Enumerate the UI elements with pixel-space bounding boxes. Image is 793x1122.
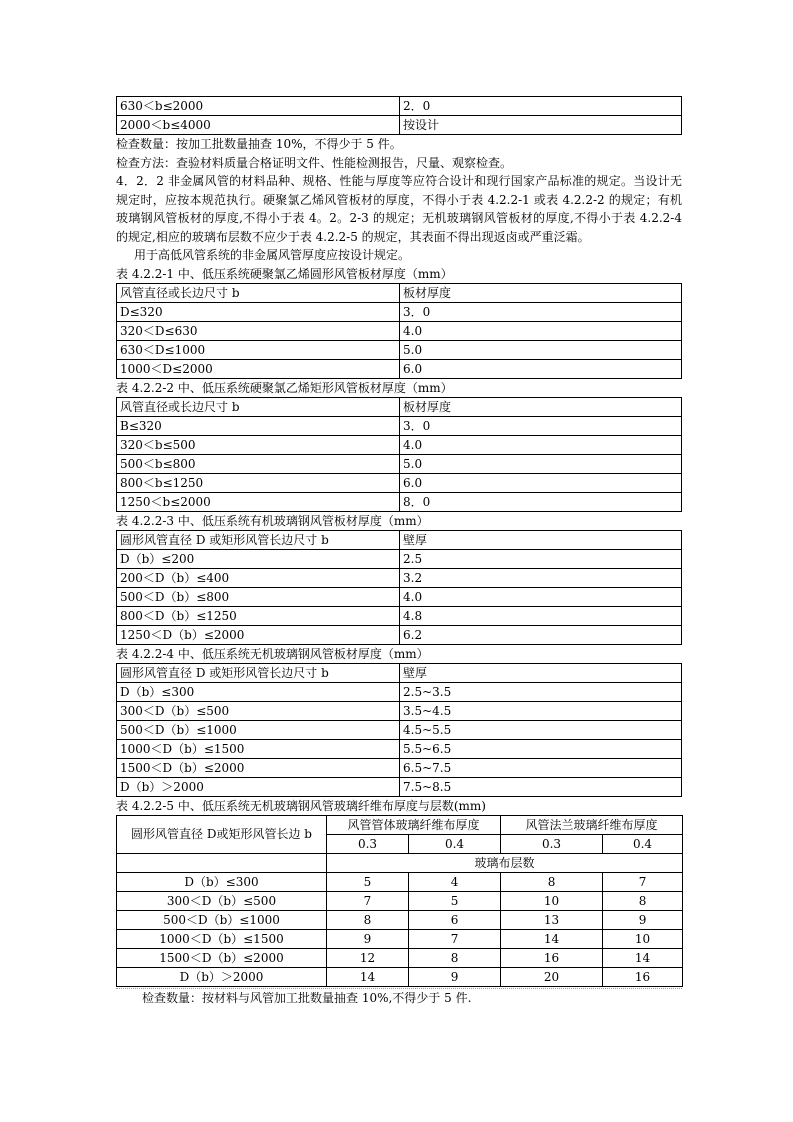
- table-cell: 2．0: [400, 97, 682, 116]
- column-header: 壁厚: [400, 530, 682, 549]
- table-cell: 14: [603, 948, 683, 967]
- table-cell: 5.0: [400, 454, 682, 473]
- table-row: [117, 302, 682, 321]
- table-row: [117, 720, 682, 739]
- table-4-2-2-5: [116, 815, 683, 987]
- table-4-2-2-3: [116, 530, 682, 645]
- table-header-row: [117, 815, 683, 834]
- table-row: [117, 116, 682, 135]
- table-cell: 3.2: [400, 568, 682, 587]
- table-caption: 表 4.2.2-5 中、低压系统无机玻璃钢风管玻璃纤维布厚度与层数(mm): [116, 798, 486, 813]
- table-cell: 9: [327, 929, 409, 948]
- table-cell: 6.0: [400, 359, 682, 378]
- table-cell: 9: [603, 910, 683, 929]
- table-cell: 8: [409, 948, 501, 967]
- table-row: [117, 97, 682, 116]
- table-cell: 200＜D（b）≤400: [117, 568, 400, 587]
- table-cell: 1000＜D≤2000: [117, 359, 400, 378]
- table-cell: 14: [327, 967, 409, 986]
- table-cell: 500＜D（b）≤800: [117, 587, 400, 606]
- table-cell: 6.2: [400, 625, 682, 644]
- table-cell: 2000＜b≤4000: [117, 116, 400, 135]
- column-header: 圆形风管直径 D 或矩形风管长边尺寸 b: [117, 663, 400, 682]
- column-subheader: 0.3: [501, 834, 603, 853]
- table-row: [117, 473, 682, 492]
- table-header-row: [117, 853, 683, 872]
- table-cell: 630＜D≤1000: [117, 340, 400, 359]
- column-subheader: 0.3: [327, 834, 409, 853]
- layers-label: 玻璃布层数: [327, 853, 683, 872]
- table-4-2-2-1: [116, 283, 682, 379]
- table-cell: 800＜b≤1250: [117, 473, 400, 492]
- table-cell: 5: [409, 891, 501, 910]
- table-cell: 10: [501, 891, 603, 910]
- table-row: [117, 872, 683, 891]
- table-cell: B≤320: [117, 416, 400, 435]
- column-subheader: 0.4: [409, 834, 501, 853]
- table-cell: [117, 853, 327, 872]
- table-cell: 1500＜D（b）≤2000: [117, 758, 400, 777]
- table-cell: 8．0: [400, 492, 682, 511]
- table-cell: 1000＜D（b）≤1500: [117, 739, 400, 758]
- table-cell: 1250＜b≤2000: [117, 492, 400, 511]
- table-caption: 表 4.2.2-3 中、低压系统有机玻璃钢风管板材厚度（mm）: [116, 513, 429, 528]
- table-cell: D（b）≤200: [117, 549, 400, 568]
- table-cell: 20: [501, 967, 603, 986]
- table-caption: 表 4.2.2-2 中、低压系统硬聚氯乙烯矩形风管板材厚度（mm）: [116, 380, 453, 395]
- table-cell: 12: [327, 948, 409, 967]
- column-header: 风管直径或长边尺寸 b: [117, 283, 400, 302]
- final-check-quantity-text: 检查数量：按材料与风管加工批数量抽查 10%,不得少于 5 件.: [142, 990, 472, 1005]
- table-row: [117, 777, 682, 796]
- column-group-header: 风管法兰玻璃纤维布厚度: [501, 815, 683, 834]
- table-caption: 表 4.2.2-4 中、低压系统无机玻璃钢风管板材厚度（mm）: [116, 646, 429, 661]
- table-cell: 1000＜D（b）≤1500: [117, 929, 327, 948]
- clause-paragraph: 4．2．2 非金属风管的材料品种、规格、性能与厚度等应符合设计和现行国家产品标准的规定。当设计无规定时，应按本规范执行。硬聚氯乙烯风管板材的厚度，不得小于表 4.2.2-1 或表 4.2.2-2 的规定；有机玻璃钢风管板材的厚度,不得小于表 4。2。2-3 的规定；无机玻璃钢风管板材的厚度,不得小于表 4.2.2-4 的规定,相应的玻璃布层数不应少于表 4.2.2-5 的规定，其表面不得出现返卤或严重泛霜。: [116, 174, 682, 244]
- top-table: [116, 96, 682, 135]
- table-row: [117, 454, 682, 473]
- table-row: [117, 910, 683, 929]
- table-cell: 14: [501, 929, 603, 948]
- table-row: [117, 891, 683, 910]
- table-row: [117, 568, 682, 587]
- table-cell: 320＜b≤500: [117, 435, 400, 454]
- table-cell: 320＜D≤630: [117, 321, 400, 340]
- table-cell: 8: [327, 910, 409, 929]
- table-cell: 16: [603, 967, 683, 986]
- table-cell: D≤320: [117, 302, 400, 321]
- column-header: 板材厚度: [400, 283, 682, 302]
- table-header-row: [117, 530, 682, 549]
- table-row: [117, 587, 682, 606]
- column-header: 圆形风管直径 D或矩形风管长边 b: [117, 815, 327, 853]
- table-row: [117, 758, 682, 777]
- table-4-2-2-2: [116, 397, 682, 512]
- table-cell: 8: [603, 891, 683, 910]
- table-4-2-2-4: [116, 663, 682, 797]
- table-header-row: [117, 663, 682, 682]
- table-cell: 7: [603, 872, 683, 891]
- table-cell: 6: [409, 910, 501, 929]
- table-row: [117, 606, 682, 625]
- table-cell: 500＜D（b）≤1000: [117, 720, 400, 739]
- table-cell: 630＜b≤2000: [117, 97, 400, 116]
- table-cell: 4: [409, 872, 501, 891]
- table-cell: 16: [501, 948, 603, 967]
- table-cell: 2.5~3.5: [400, 682, 682, 701]
- table-cell: 4.0: [400, 321, 682, 340]
- table-cell: 3.5~4.5: [400, 701, 682, 720]
- table-cell: 1250＜D（b）≤2000: [117, 625, 400, 644]
- table-row: [117, 340, 682, 359]
- table-row: [117, 359, 682, 378]
- table-cell: 8: [501, 872, 603, 891]
- table-cell: 300＜D（b）≤500: [117, 701, 400, 720]
- table-cell: 6.0: [400, 473, 682, 492]
- table-cell: 按设计: [400, 116, 682, 135]
- table-cell: 13: [501, 910, 603, 929]
- column-header: 风管直径或长边尺寸 b: [117, 397, 400, 416]
- table-cell: 5: [327, 872, 409, 891]
- table-cell: 4.0: [400, 435, 682, 454]
- table-row: [117, 948, 683, 967]
- column-group-header: 风管管体玻璃纤维布厚度: [327, 815, 501, 834]
- table-row: [117, 492, 682, 511]
- table-header-row: [117, 283, 682, 302]
- column-subheader: 0.4: [603, 834, 683, 853]
- table-row: [117, 416, 682, 435]
- table-cell: 10: [603, 929, 683, 948]
- high-pressure-note: 用于高低风管系统的非金属风管厚度应按设计规定。: [134, 248, 411, 262]
- table-cell: 5.5~6.5: [400, 739, 682, 758]
- table-cell: 4.8: [400, 606, 682, 625]
- check-quantity-text: 检查数量：按加工批数量抽查 10%，不得少于 5 件。: [116, 137, 402, 151]
- table-cell: D（b）＞2000: [117, 777, 400, 796]
- table-header-row: [117, 397, 682, 416]
- table-row: [117, 549, 682, 568]
- table-cell: 1500＜D（b）≤2000: [117, 948, 327, 967]
- table-row: [117, 967, 683, 986]
- table-row: [117, 321, 682, 340]
- table-cell: D（b）≤300: [117, 682, 400, 701]
- table-cell: 300＜D（b）≤500: [117, 891, 327, 910]
- table-cell: 3．0: [400, 302, 682, 321]
- table-row: [117, 739, 682, 758]
- table-cell: 800＜D（b）≤1250: [117, 606, 400, 625]
- check-method-text: 检查方法：查验材料质量合格证明文件、性能检测报告，尺量、观察检查。: [116, 155, 513, 170]
- table-row: [117, 682, 682, 701]
- table-cell: 6.5~7.5: [400, 758, 682, 777]
- table-cell: 500＜D（b）≤1000: [117, 910, 327, 929]
- column-header: 板材厚度: [400, 397, 682, 416]
- table-row: [117, 625, 682, 644]
- table-cell: 3．0: [400, 416, 682, 435]
- document-page: [116, 96, 682, 1007]
- table-cell: 5.0: [400, 340, 682, 359]
- table-cell: 2.5: [400, 549, 682, 568]
- table-row: [117, 929, 683, 948]
- column-header: 圆形风管直径 D 或矩形风管长边尺寸 b: [117, 530, 400, 549]
- table-row: [117, 701, 682, 720]
- table-cell: 4.0: [400, 587, 682, 606]
- table-cell: 4.5~5.5: [400, 720, 682, 739]
- table-cell: 7: [409, 929, 501, 948]
- table-caption: 表 4.2.2-1 中、低压系统硬聚氯乙烯圆形风管板材厚度（mm）: [116, 266, 453, 281]
- table-cell: D（b）≤300: [117, 872, 327, 891]
- table-row: [117, 435, 682, 454]
- table-cell: 7.5~8.5: [400, 777, 682, 796]
- table-cell: 500＜b≤800: [117, 454, 400, 473]
- table-cell: 9: [409, 967, 501, 986]
- table-cell: 7: [327, 891, 409, 910]
- column-header: 壁厚: [400, 663, 682, 682]
- table-cell: D（b）＞2000: [117, 967, 327, 986]
